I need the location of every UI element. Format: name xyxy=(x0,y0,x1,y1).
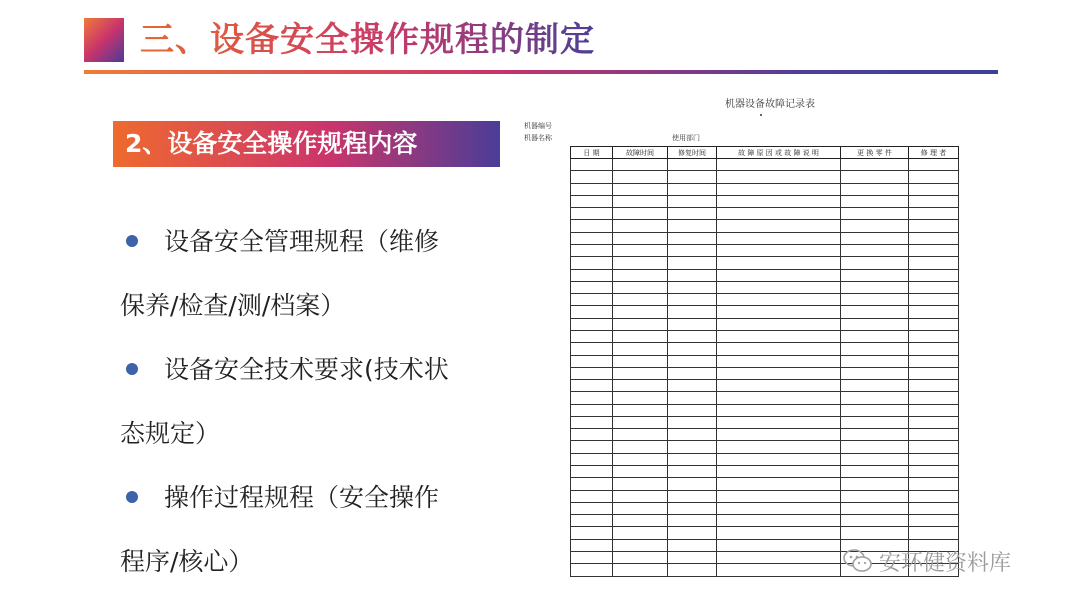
table-cell xyxy=(717,490,841,502)
table-cell xyxy=(909,490,959,502)
table-cell xyxy=(668,171,717,183)
table-cell xyxy=(571,171,613,183)
table-cell xyxy=(841,367,909,379)
table-cell xyxy=(571,404,613,416)
table-cell xyxy=(668,220,717,232)
table-cell xyxy=(613,466,668,478)
table-cell xyxy=(717,404,841,416)
table-cell xyxy=(909,171,959,183)
table-cell xyxy=(571,269,613,281)
table-cell xyxy=(909,355,959,367)
table-cell xyxy=(717,269,841,281)
table-cell xyxy=(717,367,841,379)
table-cell xyxy=(717,159,841,171)
table-cell xyxy=(613,294,668,306)
table-cell xyxy=(668,244,717,256)
table-row xyxy=(571,453,959,465)
table-cell xyxy=(717,232,841,244)
table-row xyxy=(571,490,959,502)
table-cell xyxy=(613,159,668,171)
table-cell xyxy=(571,416,613,428)
bullet-item xyxy=(120,466,510,530)
table-cell xyxy=(571,183,613,195)
table-cell xyxy=(909,220,959,232)
bullet-text-line1: 设备安全管理规程（维修 xyxy=(164,227,440,256)
table-cell xyxy=(613,380,668,392)
table-cell xyxy=(571,343,613,355)
table-cell xyxy=(841,318,909,330)
table-cell xyxy=(613,502,668,514)
table-cell xyxy=(613,220,668,232)
table-cell xyxy=(668,441,717,453)
table-cell xyxy=(571,441,613,453)
table-cell xyxy=(668,294,717,306)
table-cell xyxy=(613,232,668,244)
fault-record-table xyxy=(570,146,959,577)
table-cell xyxy=(909,330,959,342)
table-cell xyxy=(613,441,668,453)
form-title: 机器设备故障记录表 xyxy=(725,99,815,110)
table-cell xyxy=(841,330,909,342)
table-row xyxy=(571,367,959,379)
table-cell xyxy=(613,257,668,269)
table-cell xyxy=(571,502,613,514)
table-cell xyxy=(571,281,613,293)
table-cell xyxy=(717,330,841,342)
table-cell xyxy=(571,466,613,478)
table-cell xyxy=(909,269,959,281)
table-cell xyxy=(841,244,909,256)
bullet-dot-icon xyxy=(126,491,138,503)
table-row xyxy=(571,281,959,293)
title-underline xyxy=(84,70,998,74)
table-cell xyxy=(717,502,841,514)
table-cell xyxy=(571,392,613,404)
table-cell xyxy=(571,306,613,318)
bullet-item-continuation: 程序/核心） xyxy=(120,547,254,576)
table-cell xyxy=(668,564,717,576)
table-cell xyxy=(717,380,841,392)
table-cell xyxy=(717,343,841,355)
table-row xyxy=(571,294,959,306)
table-cell xyxy=(668,490,717,502)
table-cell xyxy=(613,244,668,256)
bullet-item-continuation: 态规定） xyxy=(120,419,221,448)
table-cell xyxy=(571,367,613,379)
table-row xyxy=(571,330,959,342)
table-cell xyxy=(571,195,613,207)
table-cell xyxy=(841,441,909,453)
subtitle-banner: 2、设备安全操作规程内容 xyxy=(113,121,500,167)
col-date: 日 期 xyxy=(571,147,613,159)
table-cell xyxy=(613,183,668,195)
table-row xyxy=(571,159,959,171)
table-cell xyxy=(571,330,613,342)
table-cell xyxy=(717,318,841,330)
table-cell xyxy=(668,257,717,269)
table-cell xyxy=(841,380,909,392)
table-cell xyxy=(668,466,717,478)
table-cell xyxy=(717,552,841,564)
table-cell xyxy=(613,269,668,281)
table-cell xyxy=(717,441,841,453)
table-cell xyxy=(668,195,717,207)
table-cell xyxy=(841,404,909,416)
bullet-list xyxy=(120,210,510,594)
table-cell xyxy=(841,515,909,527)
table-row xyxy=(571,380,959,392)
table-cell xyxy=(909,392,959,404)
col-fault-cause: 故 障 原 因 或 故 障 说 明 xyxy=(717,147,841,159)
bullet-item xyxy=(120,210,510,274)
table-cell xyxy=(841,281,909,293)
table-cell xyxy=(717,257,841,269)
table-cell xyxy=(717,294,841,306)
table-cell xyxy=(668,478,717,490)
table-cell xyxy=(571,208,613,220)
table-cell xyxy=(571,490,613,502)
bullet-text-line1: 设备安全技术要求(技术状 xyxy=(164,355,449,384)
table-cell xyxy=(571,552,613,564)
machine-name-label: 机器名称 xyxy=(524,134,552,142)
table-cell xyxy=(571,380,613,392)
table-cell xyxy=(668,269,717,281)
table-cell xyxy=(613,453,668,465)
table-cell xyxy=(909,159,959,171)
bullet-text-line1: 操作过程规程（安全操作 xyxy=(164,483,440,512)
table-cell xyxy=(668,392,717,404)
watermark xyxy=(843,544,1011,578)
table-cell xyxy=(841,220,909,232)
table-row xyxy=(571,392,959,404)
table-cell xyxy=(613,367,668,379)
table-cell xyxy=(571,429,613,441)
table-cell xyxy=(841,269,909,281)
table-cell xyxy=(717,208,841,220)
table-cell xyxy=(909,478,959,490)
table-cell xyxy=(613,515,668,527)
table-cell xyxy=(613,404,668,416)
table-cell xyxy=(909,208,959,220)
table-row xyxy=(571,318,959,330)
table-row xyxy=(571,429,959,441)
table-cell xyxy=(717,306,841,318)
wechat-icon xyxy=(843,548,873,574)
table-cell xyxy=(668,416,717,428)
table-cell xyxy=(668,343,717,355)
table-cell xyxy=(613,416,668,428)
table-cell xyxy=(841,195,909,207)
table-cell xyxy=(841,355,909,367)
table-row xyxy=(571,355,959,367)
table-cell xyxy=(909,466,959,478)
table-cell xyxy=(909,244,959,256)
table-cell xyxy=(613,478,668,490)
table-cell xyxy=(613,527,668,539)
table-cell xyxy=(571,453,613,465)
table-body xyxy=(571,159,959,577)
table-cell xyxy=(571,257,613,269)
table-cell xyxy=(717,429,841,441)
table-cell xyxy=(668,539,717,551)
table-cell xyxy=(668,281,717,293)
table-cell xyxy=(909,453,959,465)
table-cell xyxy=(668,515,717,527)
table-cell xyxy=(841,159,909,171)
table-cell xyxy=(717,478,841,490)
table-row xyxy=(571,195,959,207)
watermark-text: 安环健资料库 xyxy=(879,550,1012,576)
table-cell xyxy=(909,343,959,355)
form-mark xyxy=(760,114,762,116)
table-cell xyxy=(717,220,841,232)
table-cell xyxy=(571,515,613,527)
bullet-item-continuation: 保养/检查/测/档案） xyxy=(120,291,346,320)
bullet-dot-icon xyxy=(126,363,138,375)
table-cell xyxy=(909,515,959,527)
table-cell xyxy=(717,466,841,478)
table-cell xyxy=(668,502,717,514)
col-parts-replaced: 更 换 零 件 xyxy=(841,147,909,159)
table-row xyxy=(571,220,959,232)
table-cell xyxy=(571,294,613,306)
table-cell xyxy=(841,257,909,269)
bullet-item xyxy=(120,338,510,402)
table-cell xyxy=(841,294,909,306)
table-row xyxy=(571,441,959,453)
table-cell xyxy=(841,183,909,195)
table-cell xyxy=(909,441,959,453)
table-cell xyxy=(668,159,717,171)
table-cell xyxy=(571,564,613,576)
table-cell xyxy=(841,502,909,514)
table-cell xyxy=(717,527,841,539)
table-cell xyxy=(909,183,959,195)
table-row xyxy=(571,404,959,416)
table-cell xyxy=(841,232,909,244)
table-cell xyxy=(909,404,959,416)
table-row xyxy=(571,466,959,478)
table-cell xyxy=(717,244,841,256)
table-cell xyxy=(613,355,668,367)
table-cell xyxy=(668,367,717,379)
col-repairer: 修 理 者 xyxy=(909,147,959,159)
table-cell xyxy=(668,429,717,441)
table-cell xyxy=(668,380,717,392)
table-cell xyxy=(717,392,841,404)
table-cell xyxy=(571,220,613,232)
table-cell xyxy=(717,195,841,207)
table-row xyxy=(571,343,959,355)
table-cell xyxy=(571,527,613,539)
table-cell xyxy=(909,306,959,318)
table-cell xyxy=(909,527,959,539)
machine-no-label: 机器编号 xyxy=(524,122,552,130)
table-cell xyxy=(668,527,717,539)
table-cell xyxy=(909,257,959,269)
table-row xyxy=(571,515,959,527)
table-cell xyxy=(717,171,841,183)
table-cell xyxy=(909,502,959,514)
table-cell xyxy=(613,208,668,220)
table-cell xyxy=(909,367,959,379)
table-cell xyxy=(909,195,959,207)
table-row xyxy=(571,306,959,318)
slide-title: 三、设备安全操作规程的制定 xyxy=(140,14,595,66)
table-cell xyxy=(613,539,668,551)
table-cell xyxy=(668,318,717,330)
table-cell xyxy=(841,343,909,355)
table-cell xyxy=(841,453,909,465)
table-cell xyxy=(841,478,909,490)
table-cell xyxy=(717,355,841,367)
table-cell xyxy=(717,281,841,293)
table-cell xyxy=(668,330,717,342)
table-cell xyxy=(613,343,668,355)
table-cell xyxy=(841,490,909,502)
table-cell xyxy=(571,539,613,551)
table-cell xyxy=(717,416,841,428)
table-cell xyxy=(571,244,613,256)
table-cell xyxy=(841,527,909,539)
table-row xyxy=(571,208,959,220)
table-cell xyxy=(909,416,959,428)
table-cell xyxy=(668,404,717,416)
bullet-dot-icon xyxy=(126,235,138,247)
table-cell xyxy=(613,330,668,342)
table-cell xyxy=(909,429,959,441)
table-cell xyxy=(613,195,668,207)
table-cell xyxy=(613,392,668,404)
table-cell xyxy=(613,564,668,576)
table-row xyxy=(571,232,959,244)
table-cell xyxy=(613,552,668,564)
table-cell xyxy=(668,232,717,244)
table-cell xyxy=(909,294,959,306)
table-row xyxy=(571,257,959,269)
table-cell xyxy=(571,232,613,244)
table-cell xyxy=(668,208,717,220)
table-cell xyxy=(613,429,668,441)
table-row xyxy=(571,416,959,428)
table-cell xyxy=(613,318,668,330)
table-cell xyxy=(717,183,841,195)
table-cell xyxy=(613,490,668,502)
table-cell xyxy=(909,318,959,330)
col-repair-time: 修复时间 xyxy=(668,147,717,159)
table-cell xyxy=(909,232,959,244)
title-accent-square xyxy=(84,18,124,62)
table-header-row xyxy=(571,147,959,159)
table-cell xyxy=(909,281,959,293)
table-cell xyxy=(841,466,909,478)
table-row xyxy=(571,171,959,183)
table-row xyxy=(571,269,959,281)
table-row xyxy=(571,502,959,514)
table-cell xyxy=(571,318,613,330)
table-cell xyxy=(668,453,717,465)
table-row xyxy=(571,244,959,256)
col-fault-time: 故障时间 xyxy=(613,147,668,159)
table-cell xyxy=(717,539,841,551)
table-cell xyxy=(841,306,909,318)
table-cell xyxy=(571,159,613,171)
table-cell xyxy=(841,392,909,404)
table-row xyxy=(571,527,959,539)
table-cell xyxy=(668,552,717,564)
table-cell xyxy=(668,355,717,367)
table-row xyxy=(571,183,959,195)
table-cell xyxy=(717,564,841,576)
table-cell xyxy=(668,306,717,318)
table-cell xyxy=(668,183,717,195)
department-label: 使用部门 xyxy=(672,134,700,142)
table-cell xyxy=(571,478,613,490)
table-cell xyxy=(841,416,909,428)
table-cell xyxy=(571,355,613,367)
table-cell xyxy=(613,171,668,183)
table-cell xyxy=(613,281,668,293)
table-cell xyxy=(841,429,909,441)
table-cell xyxy=(841,208,909,220)
table-row xyxy=(571,478,959,490)
table-cell xyxy=(717,515,841,527)
table-cell xyxy=(909,380,959,392)
table-cell xyxy=(717,453,841,465)
table-cell xyxy=(841,171,909,183)
table-cell xyxy=(613,306,668,318)
